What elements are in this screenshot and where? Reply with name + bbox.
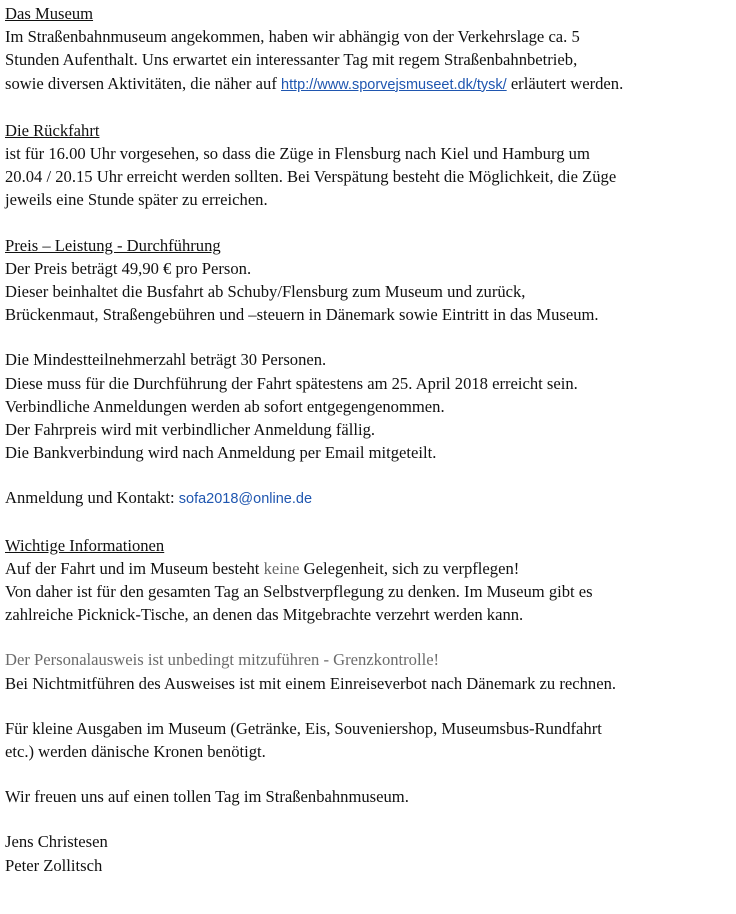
id-notice-line-1: Der Personalausweis ist unbedingt mitzuführen - Grenzkontrolle! bbox=[5, 650, 440, 670]
important-line-1-after: Gelegenheit, sich zu verpflegen! bbox=[299, 558, 520, 578]
important-line-1-before: Auf der Fahrt und im Museum besteht bbox=[5, 558, 264, 578]
closing-line: Wir freuen uns auf einen tollen Tag im Straßenbahnmuseum. bbox=[5, 787, 409, 807]
participation-line-2: Diese muss für die Durchführung der Fahrt spätestens am 25. April 2018 erreicht sein. bbox=[5, 373, 578, 393]
currency-line-2: etc.) werden dänische Kronen benötigt. bbox=[5, 742, 266, 762]
spacer bbox=[5, 626, 735, 648]
participation-line-1: Die Mindestteilnehmerzahl beträgt 30 Personen. bbox=[5, 350, 327, 370]
section-return-trip bbox=[5, 119, 735, 212]
museum-line-2: Stunden Aufenthalt. Uns erwartet ein interessanter Tag mit regem Straßenbahnbetrieb, bbox=[5, 50, 578, 70]
museum-line-3-after: erläutert werden. bbox=[506, 73, 624, 93]
section-signatures bbox=[5, 830, 735, 876]
section-participation bbox=[5, 348, 735, 464]
currency-line-1: Für kleine Ausgaben im Museum (Getränke, Eis, Souveniershop, Museumsbus-Rundfahrt bbox=[5, 718, 602, 738]
important-line-2: Von daher ist für den gesamten Tag an Selbstverpflegung zu denken. Im Museum gibt es bbox=[5, 582, 593, 602]
document-page bbox=[5, 2, 735, 877]
return-trip-heading: Die Rückfahrt bbox=[5, 120, 100, 140]
important-line-1 bbox=[5, 557, 735, 580]
return-trip-line-2: 20.04 / 20.15 Uhr erreicht werden sollten. Bei Verspätung besteht die Möglichkeit, die Züge bbox=[5, 167, 617, 187]
section-id-notice bbox=[5, 648, 735, 694]
participation-line-5: Die Bankverbindung wird nach Anmeldung per Email mitgeteilt. bbox=[5, 443, 437, 463]
contact-line bbox=[5, 486, 735, 511]
spacer bbox=[5, 212, 735, 234]
section-closing bbox=[5, 785, 735, 808]
museum-heading: Das Museum bbox=[5, 4, 94, 23]
participation-line-4: Der Fahrpreis wird mit verbindlicher Anmeldung fällig. bbox=[5, 420, 376, 440]
signature-name-2: Peter Zollitsch bbox=[5, 855, 103, 875]
important-line-1-emphasis: keine bbox=[263, 558, 300, 578]
return-trip-line-3: jeweils eine Stunde später zu erreichen. bbox=[5, 190, 268, 210]
important-line-3: zahlreiche Picknick-Tische, an denen das Mitgebrachte verzehrt werden kann. bbox=[5, 605, 524, 625]
price-heading: Preis – Leistung - Durchführung bbox=[5, 235, 221, 255]
price-line-3: Brückenmaut, Straßengebühren und –steuern in Dänemark sowie Eintritt in das Museum. bbox=[5, 305, 599, 325]
section-contact bbox=[5, 486, 735, 511]
spacer bbox=[5, 808, 735, 830]
contact-email-link[interactable]: sofa2018@online.de bbox=[178, 491, 313, 508]
museum-website-link[interactable]: http://www.sporvejsmuseet.dk/tysk/ bbox=[281, 76, 507, 93]
id-notice-line-2: Bei Nichtmitführen des Ausweises ist mit einem Einreiseverbot nach Dänemark zu rechnen. bbox=[5, 673, 617, 693]
spacer bbox=[5, 97, 735, 119]
return-trip-line-1: ist für 16.00 Uhr vorgesehen, so dass die Züge in Flensburg nach Kiel und Hamburg um bbox=[5, 144, 590, 164]
important-heading: Wichtige Informationen bbox=[5, 535, 165, 555]
spacer bbox=[5, 326, 735, 348]
section-important bbox=[5, 534, 735, 627]
spacer bbox=[5, 763, 735, 785]
participation-line-3: Verbindliche Anmeldungen werden ab sofort entgegengenommen. bbox=[5, 396, 445, 416]
contact-label: Anmeldung und Kontakt: bbox=[5, 488, 179, 508]
museum-line-1: Im Straßenbahnmuseum angekommen, haben wir abhängig von der Verkehrslage ca. 5 bbox=[5, 27, 580, 47]
spacer bbox=[5, 512, 735, 534]
museum-line-3-before: sowie diversen Aktivitäten, die näher auf bbox=[5, 73, 282, 93]
section-currency bbox=[5, 717, 735, 763]
spacer bbox=[5, 695, 735, 717]
section-museum bbox=[5, 2, 735, 97]
section-price bbox=[5, 234, 735, 327]
price-line-2: Dieser beinhaltet die Busfahrt ab Schuby/Flensburg zum Museum und zurück, bbox=[5, 282, 526, 302]
price-line-1: Der Preis beträgt 49,90 € pro Person. bbox=[5, 258, 252, 278]
signature-name-1: Jens Christesen bbox=[5, 832, 108, 852]
spacer bbox=[5, 464, 735, 486]
museum-line-3 bbox=[5, 72, 735, 97]
